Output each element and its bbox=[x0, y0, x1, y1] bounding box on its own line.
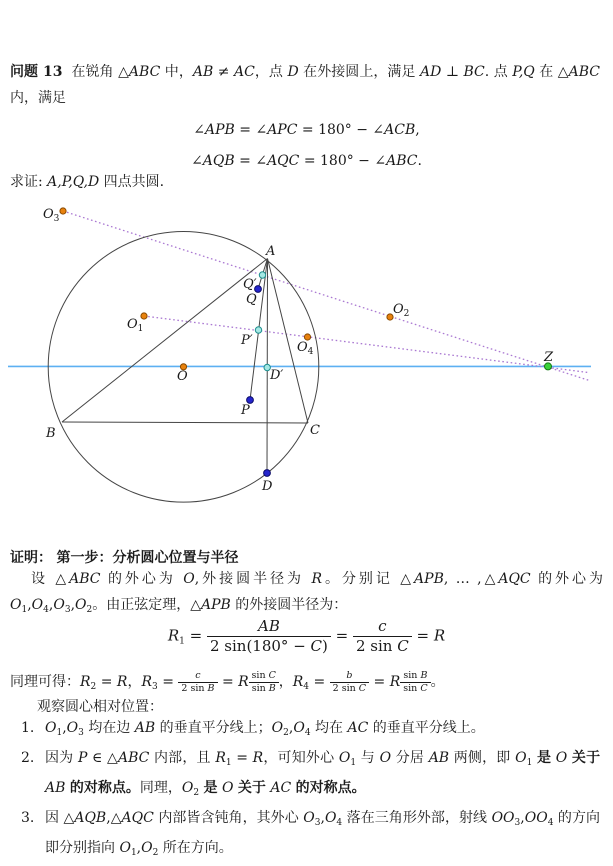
label-Q: Q bbox=[246, 292, 257, 307]
label-P: P bbox=[241, 403, 250, 418]
point-Q-prime bbox=[259, 272, 265, 278]
label-Q-prime: Q′ bbox=[243, 277, 257, 292]
point-D bbox=[264, 470, 271, 477]
point-O3 bbox=[60, 208, 66, 214]
label-B: B bbox=[46, 426, 56, 441]
proof-heading: 证明： 第一步：分析圆心位置与半径 bbox=[10, 550, 239, 566]
list-item bbox=[21, 806, 600, 866]
label-O1: $O_1$ bbox=[127, 317, 144, 334]
point-P-prime bbox=[255, 327, 261, 333]
label-D: D bbox=[262, 479, 273, 494]
list-item bbox=[21, 716, 600, 746]
list-item-number: 2. bbox=[21, 750, 35, 766]
side-AB bbox=[62, 259, 268, 423]
radius-formula: $R_1$ = $\frac{AB}{2 \sin(180^\circ - C)}$ = $\frac{c}{\text{2 sin C}}$ = R bbox=[167, 617, 446, 655]
equation-apb: ∠APB = ∠APC = 180° − ∠ACB, bbox=[193, 122, 420, 138]
list-item-text: 因为 P ∈ △ABC 内部，且 $R_1 = R$，可知外心 $O_1$ 与 O 分居 AB 两侧，即 $O_1$ 是 O 关于 AB 的对称点。同理，$O_2$ 是 O 关于 AC 的对称点。 bbox=[45, 750, 601, 798]
proof-paragraph-radii: 同理可得：$R_2 = R$，$R_3$ = $\frac{c}{\text{2 sin B}}$ = R $\frac{\text{sin C}}{\text{sin B}}$ ，$R_4$ = $\frac{b}{\text{2 sin C}}$ = R $\frac{\text{sin B}}{\text{sin C}}$ 。 bbox=[10, 670, 445, 694]
dotted-line-O3-Z bbox=[63, 211, 589, 380]
list-item-text: 因 △AQB,△AQC 内部皆含钝角，其外心 $O_3,O_4$ 落在三角形外部，射线 $OO_3,OO_4$ 的方向即分别指向 $O_1,O_2$ 所在方向。 bbox=[45, 810, 600, 858]
list-item-number: 1. bbox=[21, 720, 35, 736]
dotted-line-O1-Z bbox=[144, 316, 589, 373]
proof-paragraph-setup: 设 △ABC 的外心为 O,外接圆半径为 R。分别记 △APB, … ,△AQC 的外心为 $O_1,O_4,O_3,O_2$。由正弦定理，△APB 的外接圆半径为： bbox=[10, 571, 604, 615]
geometry-figure bbox=[0, 185, 613, 517]
problem-statement: 问题 13 在锐角 △ABC 中，AB ≠ AC，点 D 在外接圆上，满足 AD ⊥ BC. 点 P,Q 在 △ABC 内，满足 bbox=[10, 64, 600, 106]
label-Z: Z bbox=[544, 350, 554, 365]
list-item-text: $O_1,O_3$ 均在边 AB 的垂直平分线上；$O_2,O_4$ 均在 AC 的垂直平分线上。 bbox=[45, 720, 485, 738]
observe-line: 观察圆心相对位置： bbox=[37, 699, 163, 715]
equation-aqb: ∠AQB = ∠AQC = 180° − ∠ABC. bbox=[191, 153, 422, 169]
point-O1 bbox=[141, 313, 147, 319]
list-item bbox=[21, 746, 600, 806]
label-P-prime: P′ bbox=[241, 333, 253, 348]
list-item-number: 3. bbox=[21, 810, 35, 826]
label-O: O bbox=[177, 369, 188, 384]
goal-statement: 求证: A,P,Q,D 四点共圆. bbox=[10, 174, 165, 190]
label-D-prime: D′ bbox=[270, 368, 284, 383]
label-O4: $O_4$ bbox=[297, 340, 314, 357]
label-O3: $O_3$ bbox=[43, 207, 60, 224]
side-BC bbox=[62, 422, 308, 423]
label-O2: $O_2$ bbox=[393, 302, 410, 319]
label-C: C bbox=[310, 423, 320, 438]
label-A: A bbox=[266, 244, 276, 259]
